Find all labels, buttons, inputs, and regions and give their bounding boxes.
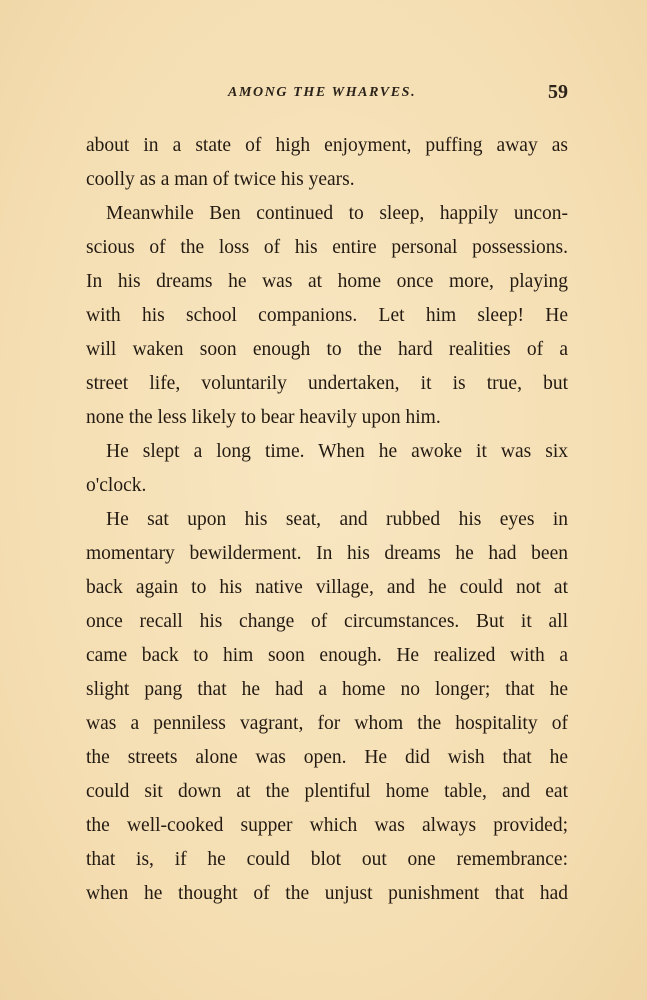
page-number: 59	[548, 81, 568, 103]
text-line: momentary bewilderment. In his dreams he had been	[86, 543, 568, 564]
text-line: none the less likely to bear heavily upon him.	[86, 407, 441, 428]
text-line: Meanwhile Ben continued to sleep, happily uncon-	[106, 203, 568, 224]
text-line: He sat upon his seat, and rubbed his eyes in	[106, 509, 568, 530]
text-line: could sit down at the plentiful home table, and eat	[86, 781, 568, 802]
text-line: that is, if he could blot out one remembrance:	[86, 849, 568, 870]
text-line: street life, voluntarily undertaken, it is true, but	[86, 373, 568, 394]
text-line: scious of the loss of his entire personal possessions.	[86, 237, 568, 258]
page-header	[86, 83, 568, 107]
text-line: the well-cooked supper which was always provided;	[86, 815, 568, 836]
text-line: o'clock.	[86, 475, 147, 496]
text-line: back again to his native village, and he could not at	[86, 577, 568, 598]
text-line: slight pang that he had a home no longer; that he	[86, 679, 568, 700]
body-text	[86, 129, 568, 911]
text-line: coolly as a man of twice his years.	[86, 169, 355, 190]
text-line: with his school companions. Let him sleep! He	[86, 305, 568, 326]
text-line: In his dreams he was at home once more, playing	[86, 271, 568, 292]
text-line: once recall his change of circumstances. But it all	[86, 611, 568, 632]
text-line: about in a state of high enjoyment, puffing away as	[86, 135, 568, 156]
running-head: AMONG THE WHARVES.	[228, 85, 417, 100]
text-line: was a penniless vagrant, for whom the hospitality of	[86, 713, 568, 734]
text-line: the streets alone was open. He did wish that he	[86, 747, 568, 768]
text-line: will waken soon enough to the hard realities of a	[86, 339, 568, 360]
text-line: when he thought of the unjust punishment that had	[86, 883, 568, 904]
text-line: came back to him soon enough. He realized with a	[86, 645, 568, 666]
text-line: He slept a long time. When he awoke it was six	[106, 441, 568, 462]
